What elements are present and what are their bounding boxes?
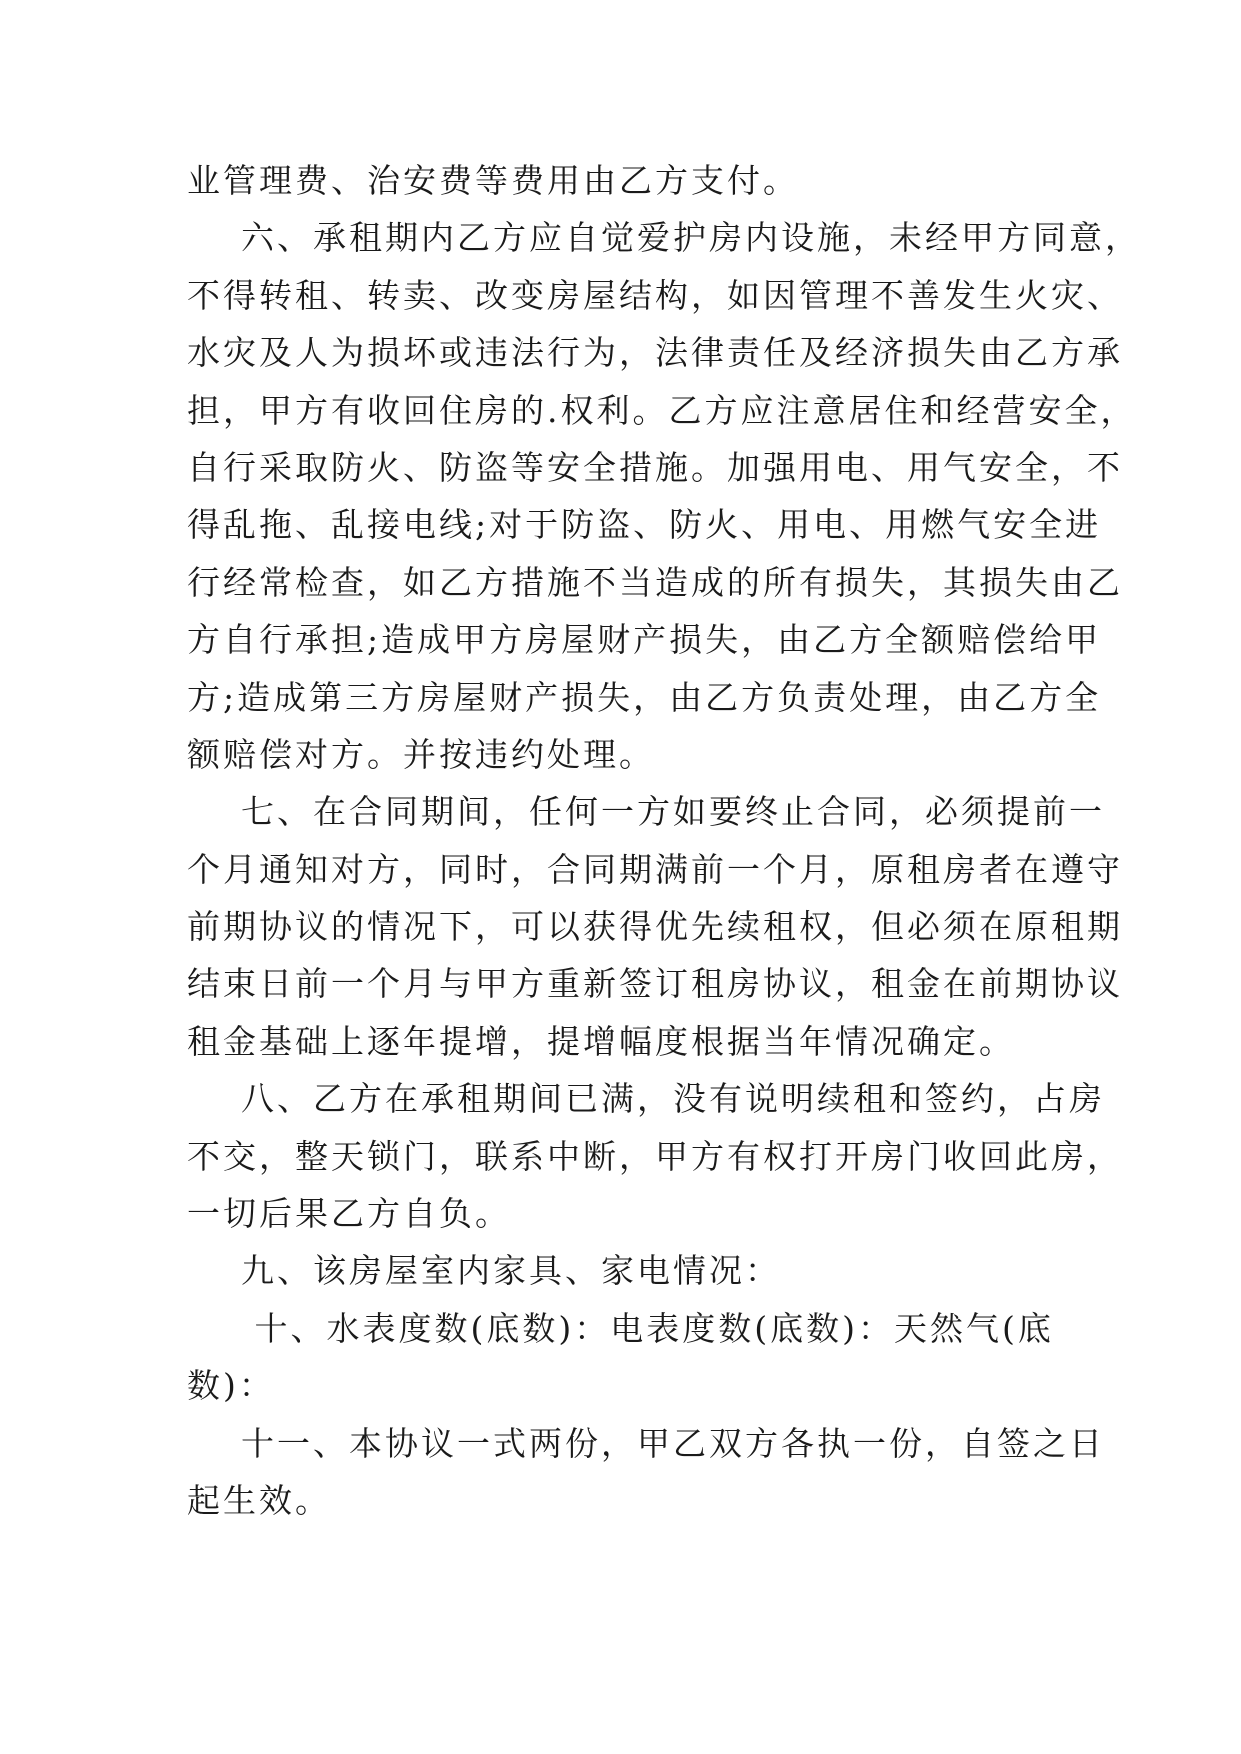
text-line: 额赔偿对方。并按违约处理。 — [187, 734, 655, 774]
text-line: 九、该房屋室内家具、家电情况： — [187, 1251, 781, 1291]
text-line: 个月通知对方，同时，合同期满前一个月，原租房者在遵守 — [187, 849, 1123, 889]
text-line: 一切后果乙方自负。 — [187, 1194, 511, 1234]
text-line: 六、承租期内乙方应自觉爱护房内设施，未经甲方同意， — [187, 218, 1141, 258]
text-line: 八、乙方在承租期间已满，没有说明续租和签约，占房 — [187, 1079, 1105, 1119]
text-line: 起生效。 — [187, 1480, 331, 1520]
text-line: 得乱拖、乱接电线;对于防盗、防火、用电、用燃气安全进 — [187, 505, 1102, 545]
text-line: 水灾及人为损坏或违法行为，法律责任及经济损失由乙方承 — [187, 333, 1123, 373]
text-line: 结束日前一个月与甲方重新签订租房协议，租金在前期协议 — [187, 964, 1123, 1004]
text-line: 租金基础上逐年提增，提增幅度根据当年情况确定。 — [187, 1021, 1015, 1061]
text-line: 数)： — [187, 1366, 275, 1406]
document-body — [187, 152, 1141, 1529]
text-line: 前期协议的情况下，可以获得优先续租权，但必须在原租期 — [187, 907, 1123, 947]
text-line: 不交，整天锁门，联系中断，甲方有权打开房门收回此房， — [187, 1136, 1123, 1176]
text-line: 七、在合同期间，任何一方如要终止合同，必须提前一 — [187, 792, 1105, 832]
text-line: 自行采取防火、防盗等安全措施。加强用电、用气安全，不 — [187, 447, 1123, 487]
text-line: 不得转租、转卖、改变房屋结构，如因管理不善发生火灾、 — [187, 275, 1123, 315]
text-line: 十一、本协议一式两份，甲乙双方各执一份，自签之日 — [187, 1423, 1105, 1463]
text-line: 方自行承担;造成甲方房屋财产损失，由乙方全额赔偿给甲 — [187, 620, 1102, 660]
text-line: 担，甲方有收回住房的.权利。乙方应注意居住和经营安全， — [187, 390, 1137, 430]
text-line: 十、水表度数(底数)：电表度数(底数)：天然气(底 — [187, 1308, 1054, 1348]
text-line: 行经常检查，如乙方措施不当造成的所有损失，其损失由乙 — [187, 562, 1123, 602]
text-line: 业管理费、治安费等费用由乙方支付。 — [187, 161, 799, 200]
text-line: 方;造成第三方房屋财产损失，由乙方负责处理，由乙方全 — [187, 677, 1102, 717]
